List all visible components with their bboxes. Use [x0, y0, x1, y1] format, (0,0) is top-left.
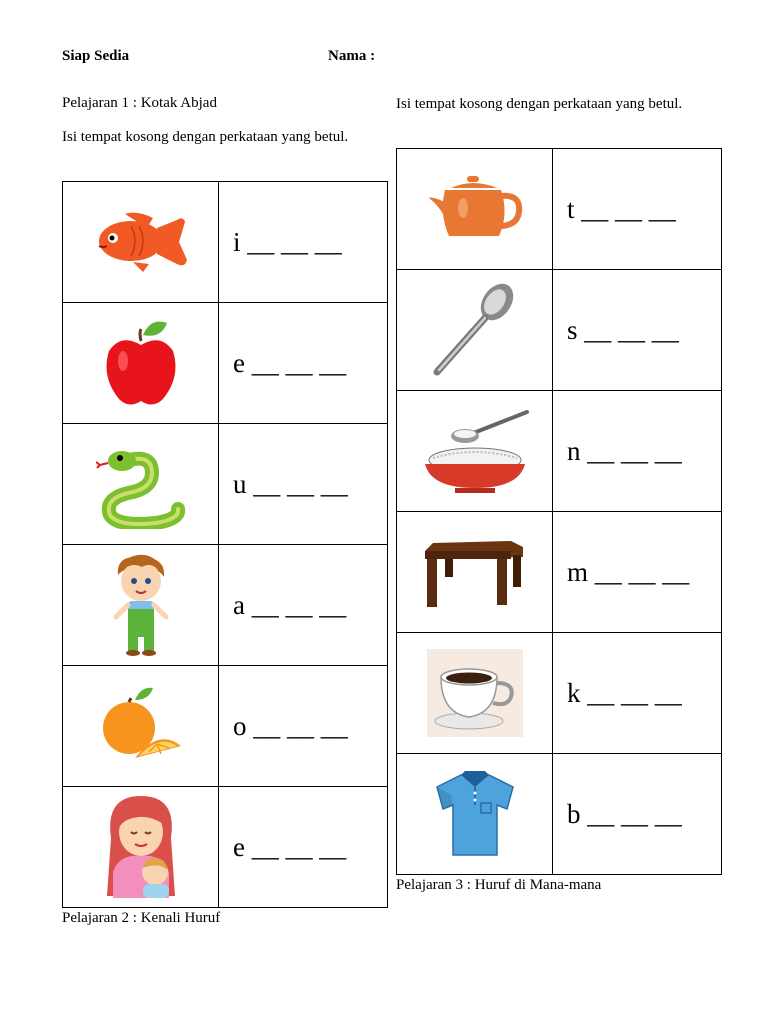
table-row — [63, 545, 388, 666]
picture-cell — [63, 303, 219, 424]
table-row — [63, 182, 388, 303]
table-row — [63, 424, 388, 545]
table-row — [397, 633, 722, 754]
lesson2-title: Pelajaran 2 : Kenali Huruf — [62, 910, 221, 926]
word-blank: u __ __ __ — [219, 424, 388, 545]
picture-cell — [397, 512, 553, 633]
lesson3-title: Pelajaran 3 : Huruf di Mana-mana — [396, 877, 602, 893]
table-row — [63, 787, 388, 908]
table-row — [397, 754, 722, 875]
picture-cell — [63, 545, 219, 666]
table-row — [63, 303, 388, 424]
word-blank: m __ __ __ — [553, 512, 722, 633]
lesson1-table — [62, 181, 388, 908]
picture-cell — [63, 787, 219, 908]
word-blank: e __ __ __ — [219, 787, 388, 908]
rice-bowl-icon — [419, 406, 531, 496]
apple-icon — [101, 315, 181, 411]
table-row — [63, 666, 388, 787]
spoon-icon — [427, 280, 523, 380]
shirt-icon — [433, 769, 517, 859]
word-blank: n __ __ __ — [553, 391, 722, 512]
snake-icon — [96, 439, 186, 529]
table-icon — [423, 535, 527, 609]
fish-icon — [91, 206, 191, 278]
picture-cell — [63, 666, 219, 787]
picture-cell — [63, 182, 219, 303]
header-siap-sedia: Siap Sedia — [62, 48, 130, 64]
lesson1-instruction: Isi tempat kosong dengan perkataan yang betul. — [62, 129, 349, 145]
table-row — [397, 391, 722, 512]
mother-icon — [99, 792, 183, 902]
word-blank: i __ __ __ — [219, 182, 388, 303]
right-instruction: Isi tempat kosong dengan perkataan yang betul. — [396, 96, 683, 112]
table-row — [397, 149, 722, 270]
picture-cell — [397, 391, 553, 512]
picture-cell — [397, 754, 553, 875]
word-blank: t __ __ __ — [553, 149, 722, 270]
picture-cell — [397, 633, 553, 754]
boy-icon — [106, 553, 176, 657]
picture-cell — [63, 424, 219, 545]
word-blank: s __ __ __ — [553, 270, 722, 391]
lesson1-title: Pelajaran 1 : Kotak Abjad — [62, 95, 217, 111]
word-blank: b __ __ __ — [553, 754, 722, 875]
right-table — [396, 148, 722, 875]
word-blank: o __ __ __ — [219, 666, 388, 787]
word-blank: a __ __ __ — [219, 545, 388, 666]
word-blank: e __ __ __ — [219, 303, 388, 424]
picture-cell — [397, 270, 553, 391]
coffee-cup-icon — [427, 649, 523, 737]
header-nama-label: Nama : — [328, 48, 376, 64]
table-row — [397, 270, 722, 391]
teapot-icon — [427, 174, 523, 244]
word-blank: k __ __ __ — [553, 633, 722, 754]
orange-icon — [99, 684, 183, 768]
table-row — [397, 512, 722, 633]
picture-cell — [397, 149, 553, 270]
